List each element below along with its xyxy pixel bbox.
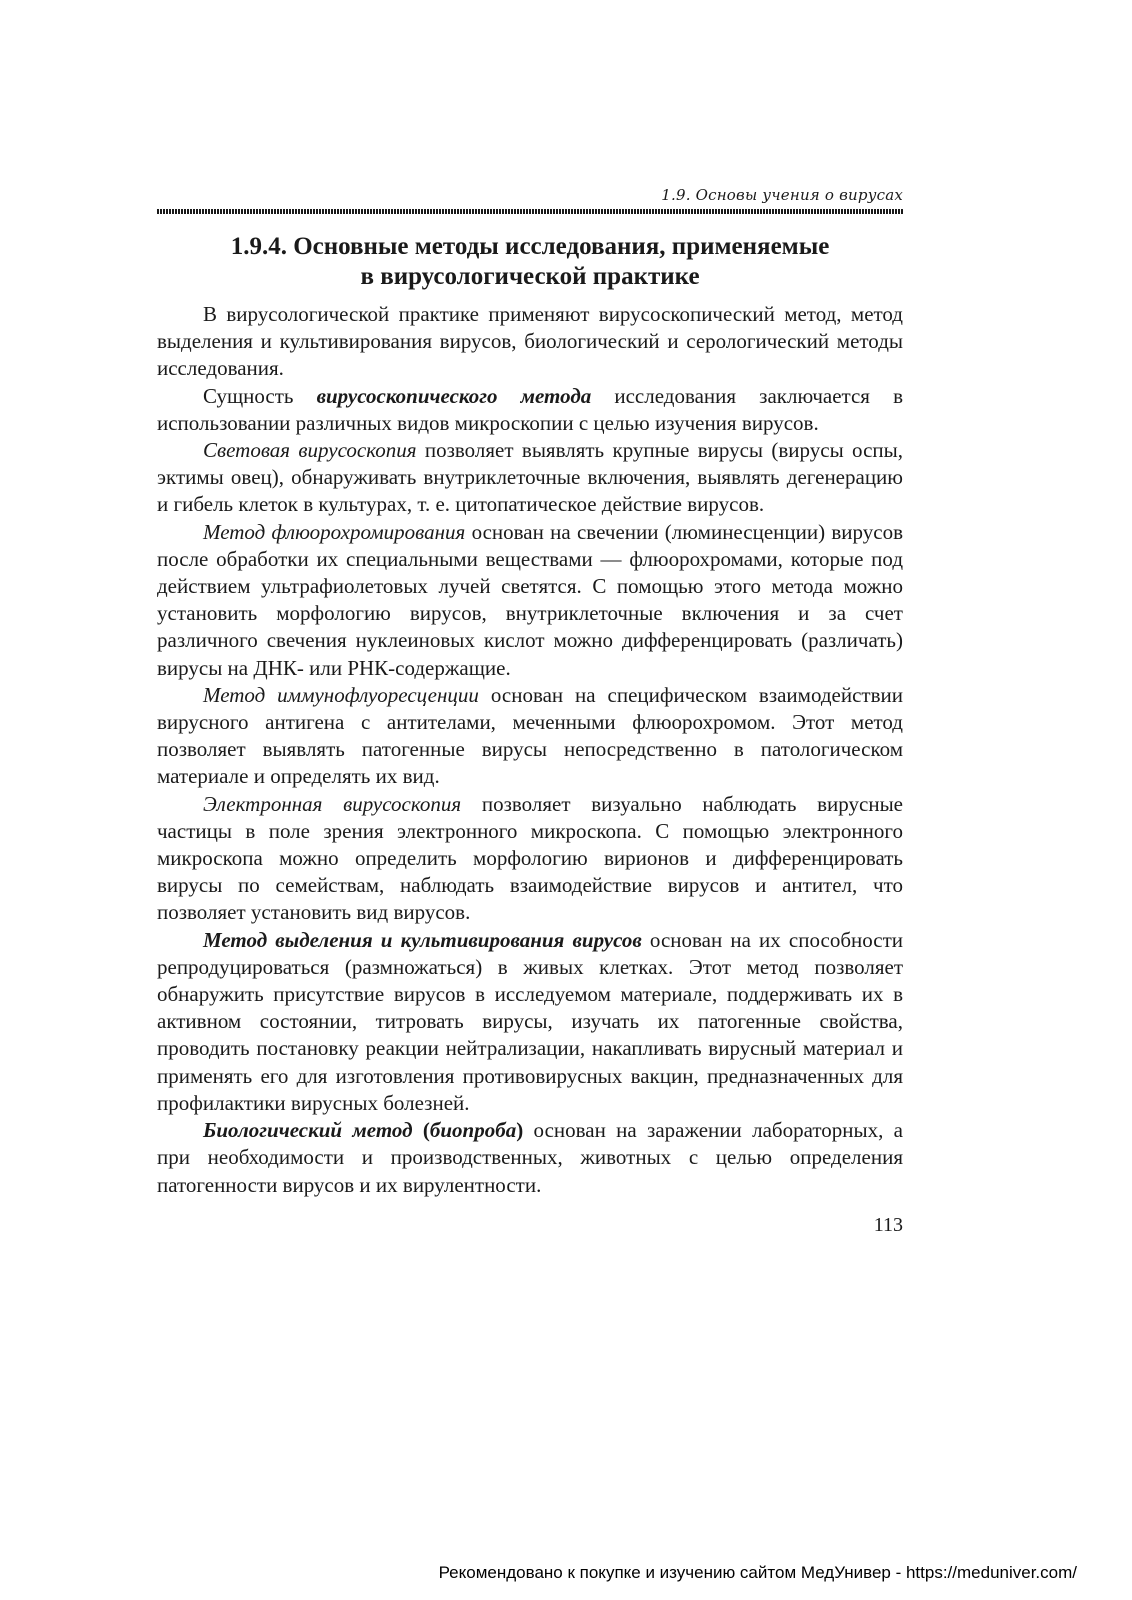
term-bioassay: биопроба	[429, 1118, 517, 1143]
term-isolation-cultivation-method: Метод выделения и культивирования вирусов	[203, 927, 642, 952]
paragraph-isolation-cultivation	[157, 927, 903, 1117]
section-title-line-2: в вирусологической практике	[360, 263, 700, 290]
header-rule	[157, 209, 903, 214]
running-head: 1.9. Основы учения о вирусах	[661, 186, 903, 204]
term-biological-method: Биологический метод	[203, 1118, 413, 1143]
paragraph-lead: Сущность	[203, 383, 317, 408]
term-fluorochrome-method: Метод флюорохромирования	[203, 519, 466, 544]
term-paren-close: )	[516, 1118, 524, 1143]
page-number: 113	[873, 1213, 903, 1236]
section-title	[157, 232, 903, 292]
term-paren-open: (	[412, 1118, 430, 1143]
term-immunofluorescence-method: Метод иммунофлуоресценции	[203, 682, 479, 707]
book-page	[157, 185, 903, 1237]
paragraph-fluorochrome	[157, 519, 903, 682]
paragraph-rest: основан на заражении лабораторных, а при необходимости и производственных, животных с целью определения патогенности вирусов и их вирулентности.	[157, 1118, 903, 1197]
paragraph-rest: основан на специфическом взаимодействии вирусного антигена с антителами, меченными флюорохромом. Этот метод позволяет выявлять патогенные вирусы непосредственно в патологическом материале и определять их вид.	[157, 682, 903, 789]
paragraph-rest: основан на свечении (люминесценции) вирусов после обработки их специальными веществами — флюорохромами, которые под действием ультрафиолетовых лучей светятся. С помощью этого метода можно установить морфологию вирусов, внутриклеточные включения и за счет различного свечения нуклеиновых кислот можно дифференцировать (различать) вирусы на ДНК- или РНК-содержащие.	[157, 519, 904, 680]
term-electron-virusoscopy: Электронная вирусоскопия	[203, 791, 462, 816]
paragraph-light-microscopy	[157, 437, 903, 519]
paragraph-rest: основан на их способности репродуцироваться (размножаться) в живых клетках. Этот метод позволяет обнаружить присутствие вирусов в исследуемом материале, поддерживать их в активном состоянии, титровать вирусы, изучать их патогенные свойства, проводить постановку реакции нейтрализации, накапливать вирусный материал и применять его для изготовления противовирусных вакцин, предназначенных для профилактики вирусных болезней.	[157, 927, 903, 1115]
paragraph-virusoscopic	[157, 383, 903, 437]
term-light-virusoscopy: Световая вирусоскопия	[203, 438, 417, 463]
paragraph-rest: позволяет визуально наблюдать вирусные частицы в поле зрения электронного микроскопа. С помощью электронного микроскопа можно определить морфологию вирионов и дифференцировать вирусы по семействам, наблюдать взаимодействие вирусов и антител, что позволяет установить вид вирусов.	[157, 791, 903, 925]
section-title-line-1: 1.9.4. Основные методы исследования, применяемые	[230, 233, 830, 260]
term-virusoscopic-method: вирусоскопического метода	[316, 383, 592, 408]
paragraph-rest: исследования заключается в использовании различных видов микроскопии с целью изучения вирусов.	[157, 383, 903, 435]
paragraph-electron-microscopy	[157, 791, 903, 927]
footer-recommendation: Рекомендовано к покупке и изучению сайтом МедУнивер - https://meduniver.com/	[438, 1563, 1077, 1582]
paragraph-immunofluorescence	[157, 682, 903, 791]
paragraph-rest: позволяет выявлять крупные вирусы (вирусы оспы, эктимы овец), обнаруживать внутриклеточные включения, выявлять дегенерацию и гибель клеток в культурах, т. е. цитопатическое действие вирусов.	[157, 438, 903, 517]
body-text	[157, 301, 903, 1199]
paragraph-biological	[157, 1117, 903, 1199]
paragraph-intro: В вирусологической практике применяют вирусоскопический метод, метод выделения и культивирования вирусов, биологический и серологический методы исследования.	[157, 302, 903, 381]
